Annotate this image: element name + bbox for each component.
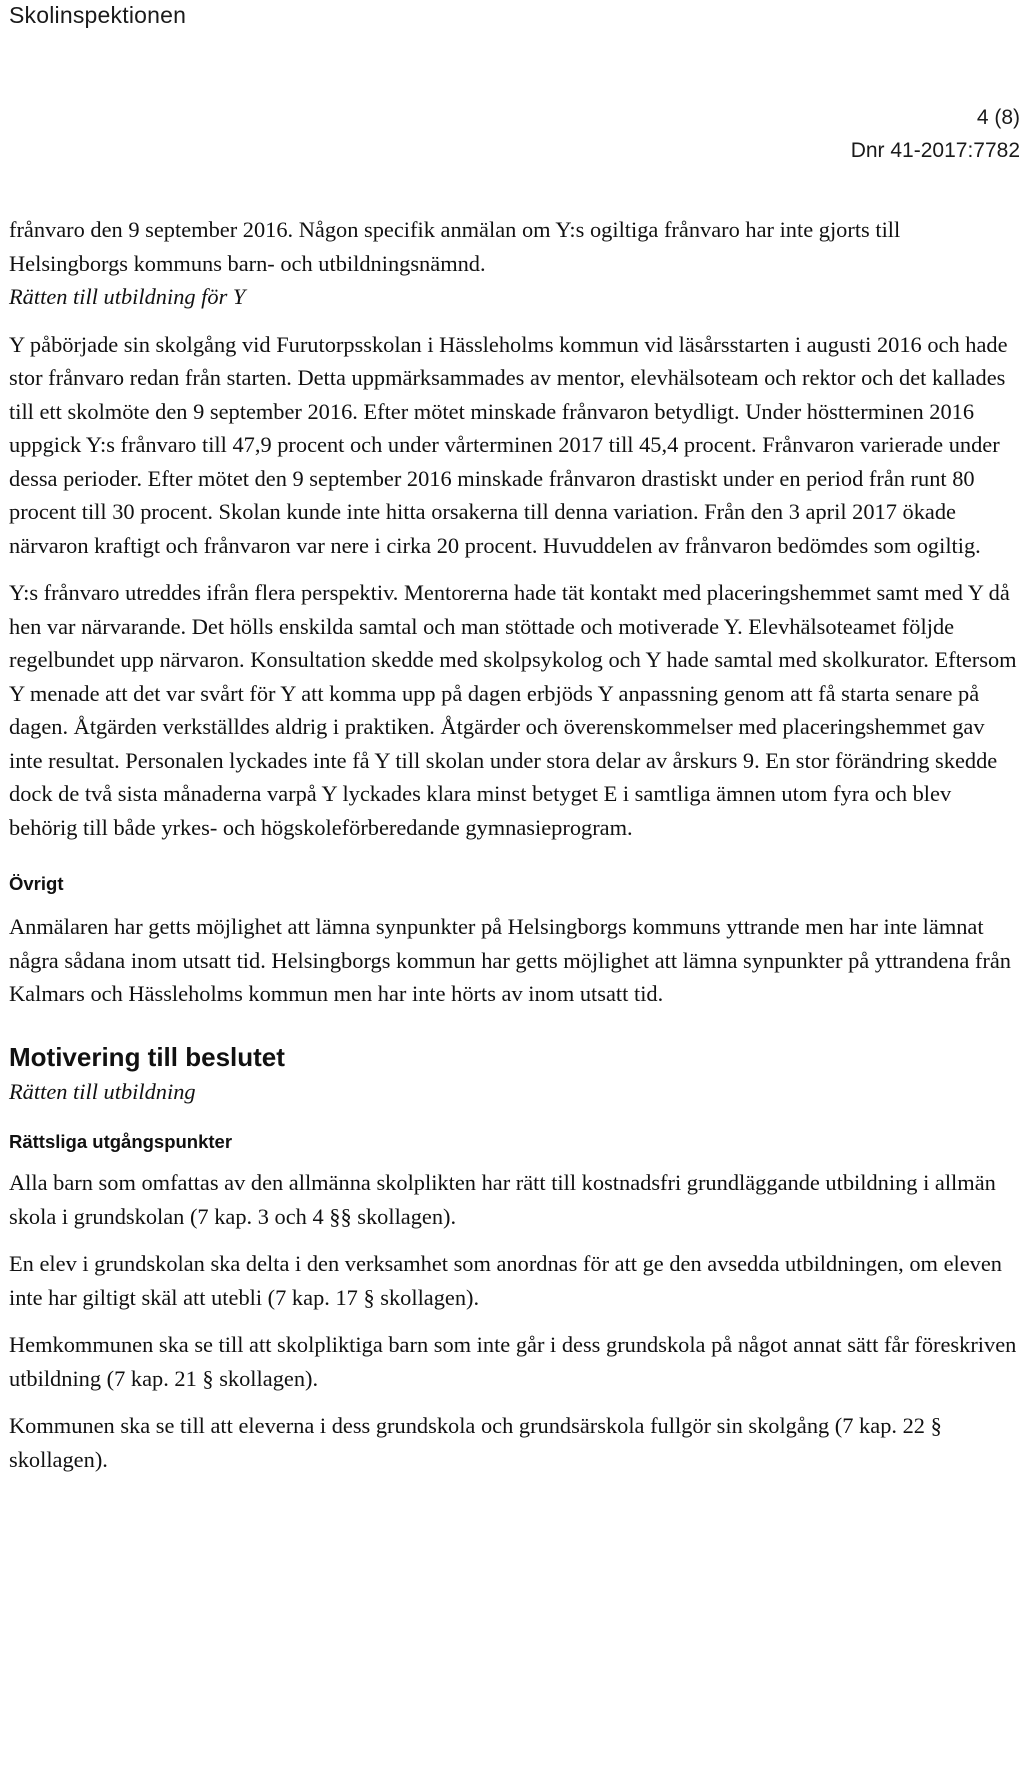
subheading-right-to-education-y: Rätten till utbildning för Y <box>9 284 246 309</box>
heading-decision-motivation: Motivering till beslutet <box>9 1041 285 1072</box>
paragraph-law-free-education: Alla barn som omfattas av den allmänna skolplikten har rätt till kostnadsfri grundläggande utbildning i allmän skola i grundskolan (7 kap. 3 och 4 §§ skollagen). <box>9 1170 996 1229</box>
paragraph-absence-investigation: Y:s frånvaro utreddes ifrån flera perspektiv. Mentorerna hade tät kontakt med placeringshemmet samt med Y då hen var närvarande. Det hölls enskilda samtal och man stöttade och motiverade Y. Elevhälsoteamet följde regelbundet upp närvaron. Konsultation skedde med skolpsykolog och Y hade samtal med skolkurator. Eftersom Y menade att det var svårt för Y att komma upp på dagen erbjöds Y anpassning genom att få starta senare på dagen. Åtgärden verkställdes aldrig i praktiken. Åtgärder och överenskommelser med placeringshemmet gav inte resultat. Personalen lyckades inte få Y till skolan under stora delar av årskurs 9. En stor förändring skedde dock de två sista månaderna varpå Y lyckades klara minst betyget E i samtliga ämnen utom fyra och blev behörig till både yrkes- och högskoleförberedande gymnasieprogram. <box>9 580 1017 840</box>
paragraph-law-attendance: En elev i grundskolan ska delta i den verksamhet som anordnas för att ge den avsedda utbildningen, om eleven inte har giltigt skäl att utebli (7 kap. 17 § skollagen). <box>9 1251 1002 1310</box>
paragraph-schooling-history: Y påbörjade sin skolgång vid Furutorpsskolan i Hässleholms kommun vid läsårsstarten i augusti 2016 och hade stor frånvaro redan från starten. Detta uppmärksammades av mentor, elevhälsoteam och rektor och det kallades till ett skolmöte den 9 september 2016. Efter mötet minskade frånvaron betydligt. Under höstterminen 2016 uppgick Y:s frånvaro till 47,9 procent och under vårterminen 2017 till 45,4 procent. Frånvaron varierade under dessa perioder. Efter mötet den 9 september 2016 minskade frånvaron drastiskt under en period från runt 80 procent till 30 procent. Skolan kunde inte hitta orsakerna till denna variation. Från den 3 april 2017 ökade närvaron kraftigt och frånvaron var nere i cirka 20 procent. Huvuddelen av frånvaron bedömdes som ogiltig. <box>9 331 1008 558</box>
paragraph-law-municipality-duty: Kommunen ska se till att eleverna i dess grundskola och grundsärskola fullgör sin skolgång (7 kap. 22 § skollagen). <box>9 1413 942 1472</box>
paragraph-absence-notice: frånvaro den 9 september 2016. Någon specifik anmälan om Y:s ogiltiga frånvaro har inte gjorts till Helsingborgs kommuns barn- och utbildningsnämnd. <box>9 217 901 276</box>
document-body <box>9 213 1017 1476</box>
organization-name: Skolinspektionen <box>9 2 187 28</box>
page-number: 4 (8) <box>976 106 1020 129</box>
paragraph-law-home-municipality: Hemkommunen ska se till att skolpliktiga barn som inte går i dess grundskola på något annat sätt får föreskriven utbildning (7 kap. 21 § skollagen). <box>9 1332 1017 1391</box>
paragraph-other: Anmälaren har getts möjlighet att lämna synpunkter på Helsingborgs kommuns yttrande men har inte lämnat några sådana inom utsatt tid. Helsingborgs kommun har getts möjlighet att lämna synpunkter på yttrandena från Kalmars och Hässleholms kommun men har inte hörts av inom utsatt tid. <box>9 914 1011 1006</box>
heading-other: Övrigt <box>9 873 64 894</box>
heading-legal-basis: Rättsliga utgångspunkter <box>9 1131 233 1152</box>
document-reference-number: Dnr 41-2017:7782 <box>850 139 1020 162</box>
subheading-right-to-education: Rätten till utbildning <box>9 1078 196 1104</box>
